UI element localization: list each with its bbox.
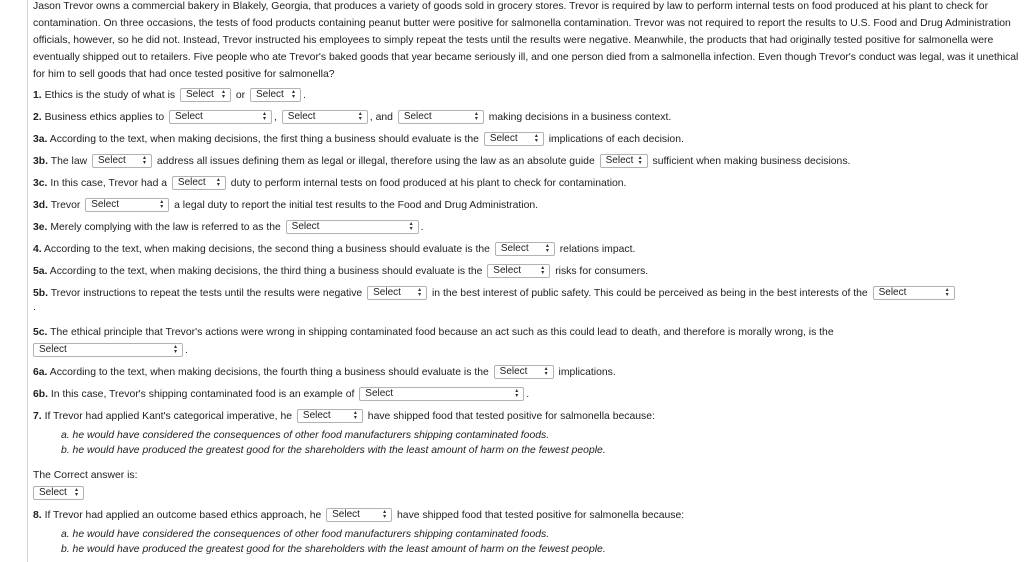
- q3e-text: Merely complying with the law is referred to as the: [50, 221, 281, 233]
- q3e-select[interactable]: Select ▴▾: [286, 220, 419, 234]
- q3b-text-c: sufficient when making business decisions.: [652, 155, 851, 167]
- q5a-select[interactable]: Select ▴▾: [487, 264, 550, 278]
- q6b-number: 6b.: [33, 388, 49, 400]
- q3b-text-b: address all issues defining them as legal or illegal, therefore using the law as an absolute guide: [156, 155, 595, 167]
- q4-text: According to the text, when making decisions, the second thing a business should evaluate is the: [44, 243, 490, 255]
- q1-text: Ethics is the study of what is: [44, 89, 176, 101]
- q2-select-3[interactable]: Select ▴▾: [398, 110, 484, 124]
- q5b-text-b: in the best interest of public safety. This could be perceived as being in the best interests of the: [432, 287, 868, 299]
- q5b-number: 5b.: [33, 287, 49, 299]
- left-border: [27, 0, 28, 562]
- question-5a: [33, 264, 648, 279]
- q7-correct-row: [31, 486, 86, 501]
- q2-select-2[interactable]: Select ▴▾: [282, 110, 368, 124]
- q4-select[interactable]: Select ▴▾: [495, 242, 555, 256]
- q2-text-d: making decisions in a business context.: [488, 111, 672, 123]
- q8-option-a: a. he would have considered the consequences of other food manufacturers shipping contaminated foods.: [61, 529, 550, 540]
- question-2: [33, 110, 671, 125]
- q3c-select[interactable]: Select ▴▾: [172, 176, 226, 190]
- case-intro: Jason Trevor owns a commercial bakery in Blakely, Georgia, that produces a variety of goods sold in grocery stores. Trevor is required by law to perform internal tests on food produced at his plant to check for contamination. On three occasions, the tests of food products containing peanut butter were positive for salmonella contamination. Trevor was not required to report the results to U.S. Food and Drug Administration officials, however, so he did not. Instead, Trevor instructed his employees to simply repeat the tests until the results were negative. Meanwhile, the products that had originally tested positive for salmonella were eventually shipped out to retailers. Five people who ate Trevor's baked goods that year became seriously ill, and one person died from a salmonella infection. Even though Trevor's conduct was legal, was it unethical for him to sell goods that had once tested positive for salmonella?: [33, 1, 1019, 80]
- q7-correct-label: The Correct answer is:: [33, 470, 138, 481]
- question-3d: [33, 198, 538, 213]
- q7-correct-select[interactable]: Select ▴▾: [33, 486, 84, 500]
- q2-text-c: , and: [369, 111, 393, 123]
- question-3c: [33, 176, 626, 191]
- q3d-number: 3d.: [33, 199, 49, 211]
- q5a-number: 5a.: [33, 265, 48, 277]
- question-5b: [33, 286, 957, 301]
- q2-text-b: ,: [274, 111, 277, 123]
- q4-number: 4.: [33, 243, 42, 255]
- q8-text-b: have shipped food that tested positive for salmonella because:: [397, 509, 685, 521]
- q3d-text: Trevor: [50, 199, 81, 211]
- q6a-text: According to the text, when making decisions, the fourth thing a business should evaluate is the: [49, 366, 489, 378]
- q3b-number: 3b.: [33, 155, 49, 167]
- q5a-text-b: risks for consumers.: [555, 265, 649, 277]
- q5b-text: Trevor instructions to repeat the tests until the results were negative: [50, 287, 363, 299]
- q3b-select-2[interactable]: Select ▴▾: [600, 154, 648, 168]
- q2-text: Business ethics applies to: [44, 111, 165, 123]
- q8-select[interactable]: Select ▴▾: [326, 508, 392, 522]
- q3a-text-b: implications of each decision.: [548, 133, 684, 145]
- q3a-text: According to the text, when making decisions, the first thing a business should evaluate is the: [49, 133, 479, 145]
- q3a-number: 3a.: [33, 133, 48, 145]
- question-3a: [33, 132, 684, 147]
- q3c-number: 3c.: [33, 177, 48, 189]
- q1-select-1[interactable]: Select ▴▾: [180, 88, 231, 102]
- question-7: [33, 409, 655, 424]
- question-3b: [33, 154, 850, 169]
- q8-text: If Trevor had applied an outcome based ethics approach, he: [44, 509, 322, 521]
- q5c-select[interactable]: Select ▴▾: [33, 343, 183, 357]
- question-4: [33, 242, 635, 257]
- question-5c: [33, 326, 834, 340]
- q1-select-2[interactable]: Select ▴▾: [250, 88, 301, 102]
- q3c-text: In this case, Trevor had a: [50, 177, 168, 189]
- q3e-number: 3e.: [33, 221, 48, 233]
- q5a-text: According to the text, when making decisions, the third thing a business should evaluate is the: [49, 265, 483, 277]
- q7-text-b: have shipped food that tested positive for salmonella because:: [367, 410, 655, 422]
- q3b-select-1[interactable]: Select ▴▾: [92, 154, 152, 168]
- question-8: [33, 508, 684, 523]
- q7-option-a: a. he would have considered the consequences of other food manufacturers shipping contaminated foods.: [61, 430, 550, 441]
- question-3e: [33, 220, 424, 235]
- q3a-select[interactable]: Select ▴▾: [484, 132, 544, 146]
- q2-number: 2.: [33, 111, 42, 123]
- q5c-number: 5c.: [33, 327, 48, 338]
- q8-option-b: b. he would have produced the greatest good for the shareholders with the least amount of harm on the fewest people.: [61, 544, 606, 555]
- q7-text: If Trevor had applied Kant's categorical imperative, he: [44, 410, 293, 422]
- q1-text-c: .: [303, 89, 306, 101]
- question-6b: [33, 387, 529, 402]
- q6a-select[interactable]: Select ▴▾: [494, 365, 554, 379]
- q1-text-b: or: [235, 89, 246, 101]
- q3e-text-b: .: [420, 221, 424, 233]
- question-1: [33, 88, 306, 103]
- q5b-select-1[interactable]: Select ▴▾: [367, 286, 427, 300]
- q3b-text: The law: [50, 155, 88, 167]
- q2-select-1[interactable]: Select ▴▾: [169, 110, 272, 124]
- q6a-number: 6a.: [33, 366, 48, 378]
- q3d-text-b: a legal duty to report the initial test results to the Food and Drug Administration.: [174, 199, 539, 211]
- q4-text-b: relations impact.: [559, 243, 636, 255]
- q5b-select-2[interactable]: Select ▴▾: [873, 286, 955, 300]
- q3c-text-b: duty to perform internal tests on food produced at his plant to check for contamination.: [230, 177, 627, 189]
- q6a-text-b: implications.: [558, 366, 616, 378]
- q8-number: 8.: [33, 509, 42, 521]
- q6b-select[interactable]: Select ▴▾: [359, 387, 524, 401]
- q3d-select[interactable]: Select ▴▾: [85, 198, 169, 212]
- q7-select[interactable]: Select ▴▾: [297, 409, 363, 423]
- q5c-text-b: .: [185, 344, 188, 356]
- q6b-text-b: .: [526, 388, 530, 400]
- q7-number: 7.: [33, 410, 42, 422]
- question-6a: [33, 365, 616, 380]
- q5c-text: The ethical principle that Trevor's actions were wrong in shipping contaminated food because an act such as this could lead to death, and therefore is morally wrong, is the: [50, 327, 834, 338]
- q5b-text-c: .: [33, 302, 36, 313]
- q1-number: 1.: [33, 89, 42, 101]
- q6b-text: In this case, Trevor's shipping contaminated food is an example of: [50, 388, 355, 400]
- q7-option-b: b. he would have produced the greatest good for the shareholders with the least amount of harm on the fewest people.: [61, 445, 606, 456]
- q5c-answer-row: [31, 343, 188, 358]
